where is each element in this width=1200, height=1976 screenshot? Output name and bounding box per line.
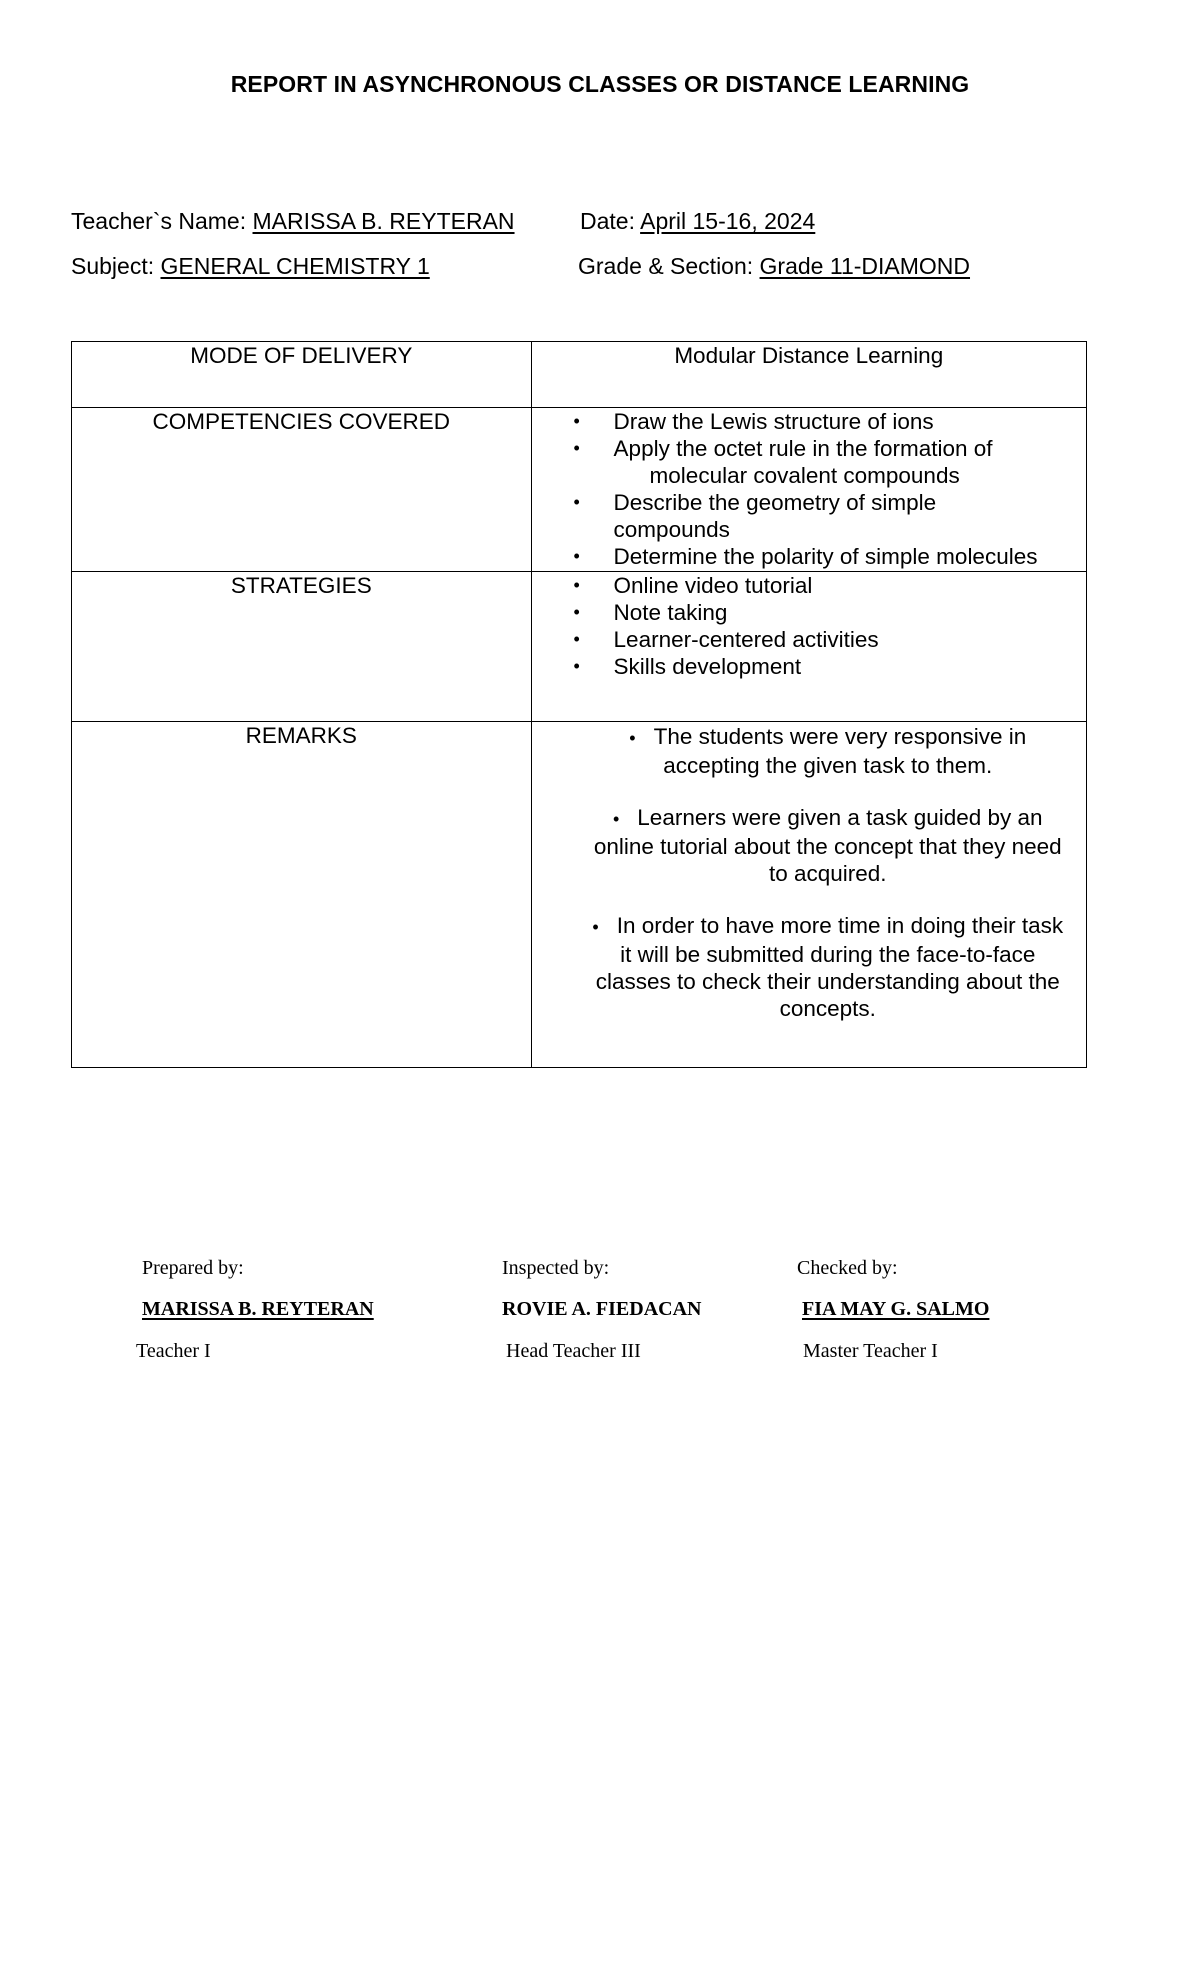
list-item [532,489,1086,543]
checked-by-position: Master Teacher I [803,1340,938,1362]
subject-line [71,253,430,280]
bullet-icon: • [573,438,580,458]
competencies-list [532,408,1086,570]
competency-text-continued: compounds [613,517,730,542]
remark-text: The students were very responsive in accepting the given task to them. [653,724,1027,778]
list-item [532,599,1086,626]
bullet-icon: • [573,575,580,595]
inspected-by-position: Head Teacher III [506,1340,641,1362]
list-item [532,804,1086,887]
bullet-icon: • [573,629,580,649]
grade-section-label: Grade & Section: [578,253,754,279]
strategies-cell [531,572,1086,722]
mode-value: Modular Distance Learning [531,342,1086,408]
date-label: Date: [580,208,635,234]
inspected-by-name: ROVIE A. FIEDACAN [502,1298,702,1320]
grade-section-value: Grade 11-DIAMOND [759,253,971,279]
prepared-by-name: MARISSA B. REYTERAN [142,1298,374,1320]
list-item [532,626,1086,653]
bullet-icon: • [573,602,580,622]
list-item [532,653,1086,680]
competency-text: Apply the octet rule in the formation of [613,436,993,461]
competency-text: Determine the polarity of simple molecules [613,544,1038,569]
mode-label: MODE OF DELIVERY [72,342,532,408]
bullet-icon: • [612,809,620,829]
grade-section-line [578,253,970,280]
list-item [532,723,1086,779]
checked-by-name: FIA MAY G. SALMO [802,1298,990,1320]
prepared-by-caption: Prepared by: [142,1257,244,1279]
report-table [71,341,1087,1068]
strategies-label: STRATEGIES [72,572,532,722]
strategies-list [532,572,1086,680]
competency-text: Describe the geometry of simple [613,490,937,515]
list-item [532,435,1086,489]
inspected-by-caption: Inspected by: [502,1257,610,1279]
strategy-text: Learner-centered activities [613,627,879,652]
strategy-text: Skills development [613,654,802,679]
checked-by-caption: Checked by: [797,1257,898,1279]
date-value: April 15-16, 2024 [640,208,816,234]
table-row [72,342,1087,408]
bullet-icon: • [573,546,580,566]
teacher-name-value: MARISSA B. REYTERAN [252,208,515,234]
teacher-name-line [71,208,515,235]
page-title: REPORT IN ASYNCHRONOUS CLASSES OR DISTANCE LEARNING [230,71,970,97]
remark-text: In order to have more time in doing their task it will be submitted during the face-to-face classes to check their understanding about the concepts. [595,913,1064,1021]
strategy-text: Note taking [613,600,728,625]
competency-text-continued: molecular covalent compounds [649,463,960,488]
remarks-label: REMARKS [72,722,532,1068]
table-row [72,408,1087,572]
table-row [72,572,1087,722]
competencies-cell [531,408,1086,572]
subject-label: Subject: [71,253,155,279]
remarks-list [532,722,1086,1022]
list-item [532,543,1086,570]
list-item [532,572,1086,599]
remark-text: Learners were given a task guided by an online tutorial about the concept that they need to acquired. [593,805,1062,886]
bullet-icon: • [573,656,580,676]
list-item [532,912,1086,1022]
list-item [532,408,1086,435]
competency-text: Draw the Lewis structure of ions [613,409,934,434]
bullet-icon: • [573,411,580,431]
bullet-icon: • [573,492,580,512]
bullet-icon: • [592,917,599,937]
date-line [580,208,815,235]
remarks-cell [531,722,1086,1068]
strategy-text: Online video tutorial [613,573,813,598]
table-row [72,722,1087,1068]
teacher-name-label: Teacher`s Name: [71,208,247,234]
subject-value: GENERAL CHEMISTRY 1 [160,253,430,279]
competencies-label: COMPETENCIES COVERED [72,408,532,572]
prepared-by-position: Teacher I [136,1340,211,1362]
bullet-icon: • [629,728,636,748]
